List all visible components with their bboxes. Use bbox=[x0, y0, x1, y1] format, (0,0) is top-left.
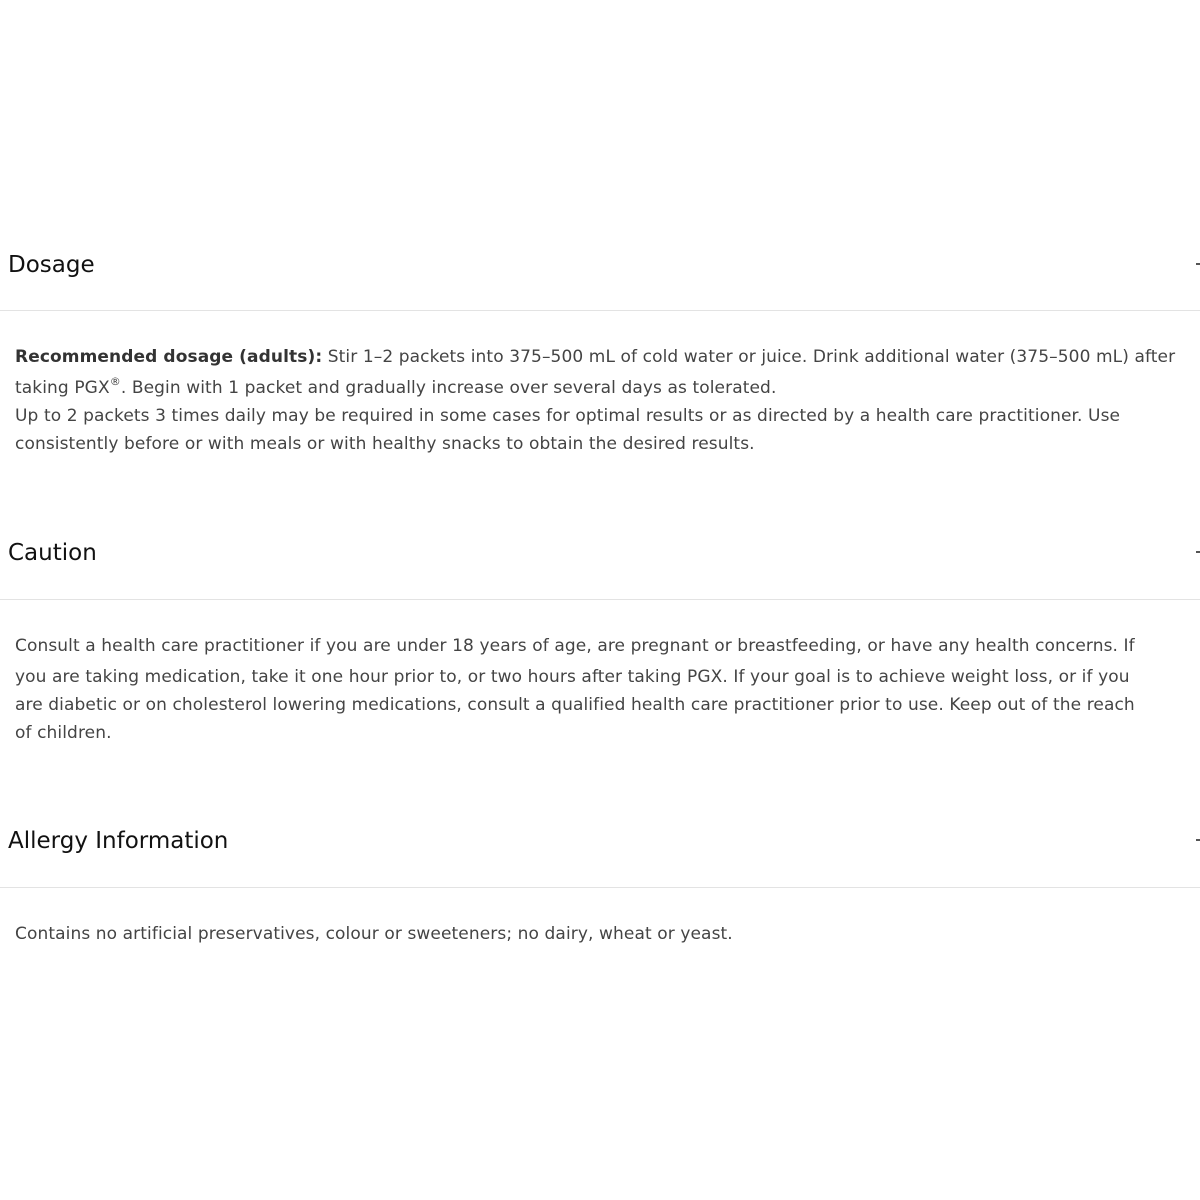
caution-line-3: are diabetic or on cholesterol lowering medications, consult a qualified health care practitioner prior to use. Keep out of the reach bbox=[15, 695, 1135, 715]
allergy-section bbox=[0, 812, 1200, 944]
allergy-title: Allergy Information bbox=[8, 828, 229, 854]
dosage-line-3: Up to 2 packets 3 times daily may be required in some cases for optimal results or as directed by a health care practitioner. Use bbox=[15, 406, 1121, 426]
divider bbox=[0, 599, 1200, 600]
dosage-line-4: consistently before or with meals or with healthy snacks to obtain the desired results. bbox=[15, 434, 755, 454]
dosage-line-2: taking PGX®. Begin with 1 packet and gradually increase over several days as tolerated. bbox=[15, 375, 777, 398]
chevron-icon[interactable] bbox=[1196, 551, 1200, 553]
dosage-lead-label: Recommended dosage (adults): bbox=[15, 347, 323, 367]
dosage-title: Dosage bbox=[8, 252, 95, 278]
allergy-line-1: Contains no artificial preservatives, colour or sweeteners; no dairy, wheat or yeast. bbox=[15, 924, 733, 944]
caution-title: Caution bbox=[8, 540, 97, 566]
dosage-accordion-header[interactable] bbox=[0, 236, 1200, 296]
caution-section bbox=[0, 524, 1200, 743]
divider bbox=[0, 887, 1200, 888]
chevron-icon[interactable] bbox=[1196, 839, 1200, 841]
allergy-content bbox=[15, 920, 1200, 948]
divider bbox=[0, 310, 1200, 311]
dosage-line-1: Recommended dosage (adults): Stir 1–2 packets into 375–500 mL of cold water or juice. Drink additional water (375–500 mL) after bbox=[15, 347, 1176, 367]
caution-line-1: Consult a health care practitioner if you are under 18 years of age, are pregnant or breastfeeding, or have any health concerns. If bbox=[15, 636, 1135, 656]
chevron-icon[interactable] bbox=[1196, 263, 1200, 265]
caution-line-2: you are taking medication, take it one hour prior to, or two hours after taking PGX. If your goal is to achieve weight loss, or if you bbox=[15, 667, 1130, 687]
dosage-section bbox=[0, 236, 1200, 454]
allergy-accordion-header[interactable] bbox=[0, 812, 1200, 872]
caution-content bbox=[15, 632, 1200, 747]
caution-accordion-header[interactable] bbox=[0, 524, 1200, 584]
dosage-content bbox=[15, 343, 1200, 458]
caution-line-4: of children. bbox=[15, 723, 112, 743]
registered-mark: ® bbox=[109, 375, 121, 388]
